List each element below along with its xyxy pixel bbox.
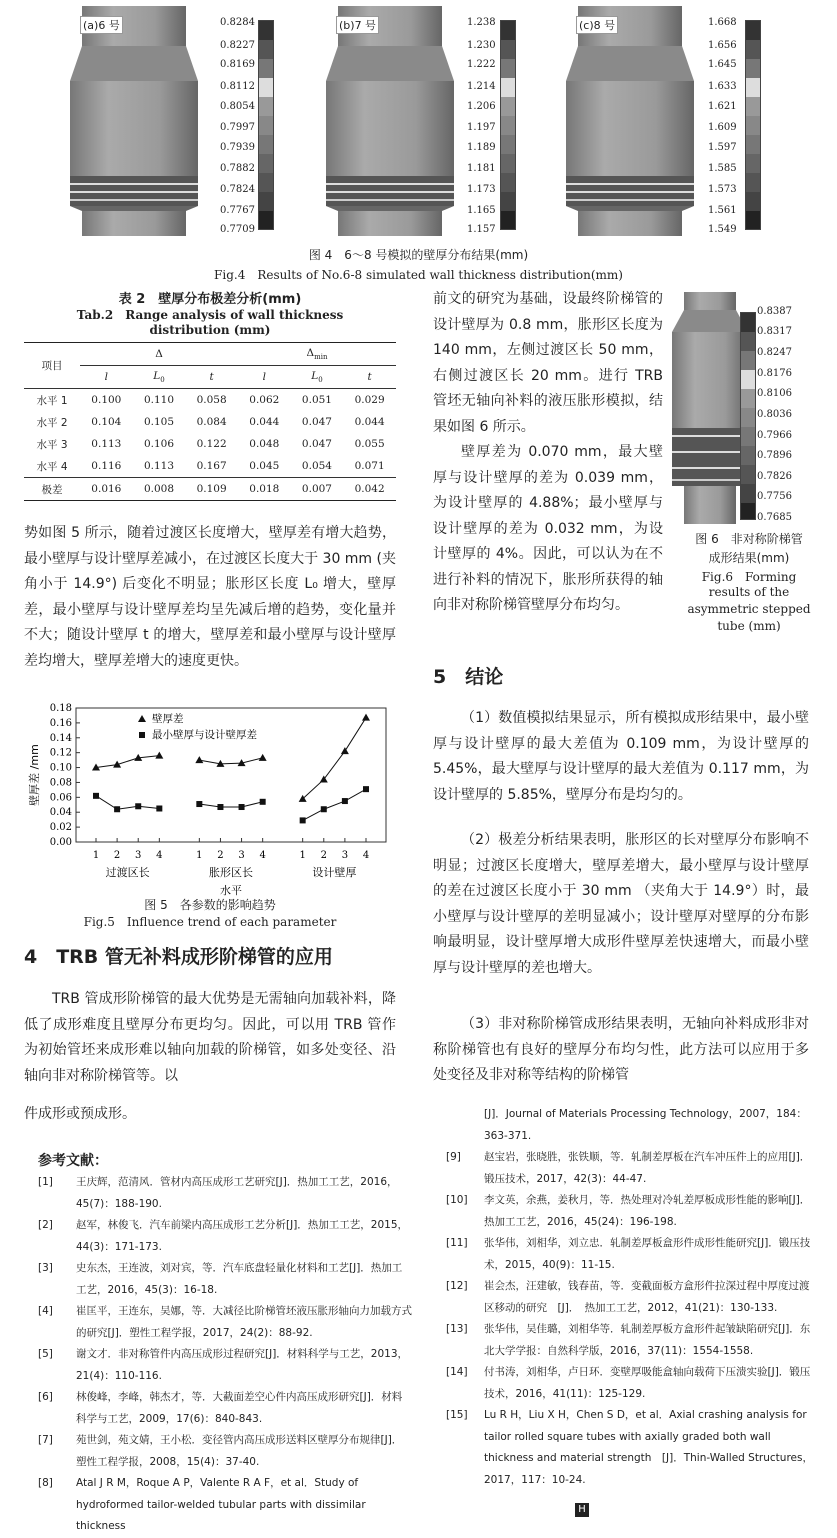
y-tick-label: 0.00: [49, 837, 72, 848]
data-point-triangle: [195, 756, 203, 763]
reference-item: [38, 1172, 412, 1215]
x-tick-label: 4: [156, 850, 163, 861]
reference-item: [446, 1405, 818, 1491]
reference-number: [5]: [38, 1348, 53, 1360]
data-point-triangle: [259, 754, 267, 761]
paragraph-trend: 势如图 5 所示，随着过渡区长度增大，壁厚差有增大趋势，最小壁厚与设计壁厚差减小，在过渡区长度大于 30 mm (夹角小于 14.9°) 后变化不明显；胀形区长度 L₀ 增大，壁厚差，最小壁厚与设计壁厚差均呈先减后增的趋势，变化量并不大；随设计壁厚 t 的增大，壁厚差和最小壁厚与设计壁厚差均增大，壁厚差增大的速度更快。: [24, 525, 396, 669]
section-5-title: 5 结论: [433, 666, 504, 688]
reference-item: [38, 1430, 412, 1473]
reference-number: [12]: [446, 1280, 468, 1292]
x-tick-label: 4: [362, 850, 370, 861]
tube-contour-image: [70, 6, 198, 236]
x-group-label: 胀形区长: [209, 866, 253, 879]
row-label: 极差: [24, 478, 80, 501]
references-right: [446, 1104, 818, 1491]
reference-item: [446, 1319, 818, 1362]
table-title-en: Tab.2 Range analysis of wall thickness: [76, 308, 344, 322]
legend-marker: [138, 715, 146, 722]
table-cell: 0.016: [80, 478, 133, 501]
x-tick-label: 2: [217, 850, 224, 861]
tube-contour-image: [326, 6, 454, 236]
conclusion-1: （1）数值模拟结果显示，所有模拟成形结果中，最小壁厚与设计壁厚的最大差值为 0.109 mm，为设计壁厚的 5.45%，最大壁厚与设计壁厚的最大差值为 0.117 mm，为设计壁厚的 5.85%，壁厚分布是均匀的。: [433, 710, 809, 803]
data-point-square: [217, 804, 223, 810]
reference-text: 林俊峰，李峰，韩杰才，等．大截面差空心件内高压成形研究[J]．材料科学与工艺，2009，17(6)：840-843.: [76, 1391, 403, 1425]
reference-item: [446, 1233, 818, 1276]
reference-item: [446, 1190, 818, 1233]
data-point-triangle: [341, 747, 349, 754]
reference-item: [38, 1473, 412, 1538]
influence-trend-chart: [24, 700, 396, 900]
fig6-caption-en-1: Fig.6 Forming: [701, 570, 797, 584]
reference-text: 苑世剑，苑文婧，王小松．变径管内高压成形送料区壁厚分布规律[J]．塑性工程学报，2008，15(4)：37-40.: [76, 1434, 403, 1468]
row-label: 水平 2: [36, 416, 68, 429]
legend-label: 最小壁厚与设计壁厚差: [152, 729, 257, 741]
reference-number: [13]: [446, 1323, 468, 1335]
data-point-square: [363, 786, 369, 792]
reference-text: Atal J R M，Roque A P，Valente R A F，et al．Study of hydroformed tailor-welded tubular parts with dissimilar thickness: [76, 1477, 366, 1532]
tube-contour-image: [566, 6, 694, 236]
table-cell: 0.018: [238, 478, 291, 501]
reference-text: 赵军，林俊飞．汽车前梁内高压成形工艺分析[J]．热加工工艺，2015，44(3)：171-173.: [76, 1219, 409, 1253]
reference-number: [15]: [446, 1409, 468, 1421]
end-mark-icon: H: [575, 1503, 589, 1517]
data-point-square: [156, 806, 162, 812]
paragraph-design: 前文的研究为基础，设最终阶梯管的设计壁厚为 0.8 mm，胀形区长度为 140 mm，左侧过渡区长 50 mm，右侧过渡区长 20 mm。进行 TRB 管坯无轴向补料的液压胀形模拟，结果如图 6 所示。: [433, 291, 663, 435]
conclusion-3: （3）非对称阶梯管成形结果表明，无轴向补料成形非对称阶梯管也有良好的壁厚分布均匀性，此方法可以应用于多处变径及非对称等结构的阶梯管: [433, 1016, 809, 1083]
fig5-caption-cn: 图 5 各参数的影响趋势: [144, 898, 276, 912]
col-group-delta-min: $\Delta_{min}$: [238, 343, 396, 366]
table-row: [24, 389, 396, 412]
sub-col: $L_0$: [291, 366, 344, 389]
table-cell: 0.058: [196, 394, 227, 406]
table-cell: 0.051: [301, 394, 332, 406]
y-axis-label: 壁厚差 /mm: [28, 744, 41, 806]
reference-text: Lu R H，Liu X H，Chen S D，et al．Axial crashing analysis for tailor rolled square tubes with axially graded both wall thickness and material strength [J]．Thin-Walled Structures，2017，117：10-24.: [484, 1409, 813, 1486]
reference-number: [11]: [446, 1237, 468, 1249]
legend-label: 壁厚差: [152, 713, 184, 725]
range-analysis-table: [24, 342, 396, 501]
data-point-square: [93, 793, 99, 799]
reference-item: [38, 1387, 412, 1430]
reference-item: [38, 1258, 412, 1301]
sub-col: t: [185, 366, 238, 389]
y-tick-label: 0.06: [49, 792, 72, 804]
sim-result-b: [326, 6, 454, 236]
legend-marker: [139, 732, 145, 738]
reference-number: [7]: [38, 1434, 53, 1446]
x-tick-label: 4: [259, 850, 266, 861]
col-group-delta: Δ: [80, 343, 238, 366]
y-tick-label: 0.08: [49, 777, 72, 789]
sub-col: t: [343, 366, 396, 389]
col-item: 项目: [24, 343, 80, 389]
table-cell: 0.113: [91, 438, 122, 450]
reference-number: [8]: [38, 1477, 53, 1489]
reference-number: [6]: [38, 1391, 53, 1403]
sub-col: l: [238, 366, 291, 389]
x-tick-label: 1: [299, 850, 306, 861]
fig6-caption-en-4: tube (mm): [717, 619, 781, 633]
reference-text: 崔匡平，王连东，吴娜，等．大减径比阶梯管坯液压胀形轴向力加载方式的研究[J]．塑性工程学报，2017，24(2)：88-92.: [76, 1305, 412, 1339]
conclusion-2: （2）极差分析结果表明，胀形区的长对壁厚分布影响不明显；过渡区长度增大，壁厚差增大，最小壁厚与设计壁厚的差在过渡区长度小于 30 mm （夹角大于 14.9°）时，最小壁厚与设计壁厚的差明显减小；设计壁厚对壁厚的分布影响最明显，设计壁厚增大成形件壁厚差快速增大，而最小壁厚与设计壁厚的差也增大。: [433, 832, 809, 976]
table-cell: 0.007: [291, 478, 344, 501]
fig5-caption-en: Fig.5 Influence trend of each parameter: [83, 915, 337, 929]
table-row: [24, 478, 396, 501]
asymmetric-tube-image: [672, 292, 748, 524]
reference-text: 王庆辉，范清风．管材内高压成形工艺研究[J]．热加工工艺，2016，45(7)：188-190.: [76, 1176, 398, 1210]
section-4-continuation: 件成形或预成形。: [24, 1106, 136, 1122]
colorbar-fig6: [740, 312, 756, 520]
reference-item: [446, 1147, 818, 1190]
data-point-square: [321, 806, 327, 812]
data-point-square: [114, 806, 120, 812]
data-point-triangle: [362, 714, 370, 721]
data-point-square: [135, 803, 141, 809]
paragraph-result: 壁厚差为 0.070 mm，最大壁厚与设计壁厚的差为 0.039 mm，为设计壁厚的 4.88%；最小壁厚与设计壁厚的差为 0.032 mm，为设计壁厚的 4%。因此，可以认为在不进行补料的情况下，胀形所获得的轴向非对称阶梯管壁厚分布均匀。: [433, 444, 663, 613]
series-line: [303, 718, 366, 799]
reference-text: 崔会杰，汪建敏，钱春苗，等．变截面板方盒形件拉深过程中厚度过渡区移动的研究 [J]． 热加工工艺，2012，41(21)：130-133.: [484, 1280, 810, 1314]
colorbar-a: [258, 20, 274, 230]
x-tick-label: 2: [113, 850, 121, 861]
y-tick-label: 0.10: [49, 762, 72, 774]
reference-item: [38, 1215, 412, 1258]
fig6-caption-cn-1: 图 6 非对称阶梯管: [695, 532, 803, 546]
x-tick-label: 1: [92, 850, 100, 861]
panel-label: (b)7 号: [336, 16, 379, 34]
fig6-caption-cn-2: 成形结果(mm): [708, 551, 790, 565]
fig6-caption-en-3: asymmetric stepped: [687, 602, 811, 616]
sub-col: $L_0$: [133, 366, 186, 389]
series-line: [96, 796, 159, 809]
colorbar-c: [745, 20, 761, 230]
reference-item: [446, 1362, 818, 1405]
references-left: [38, 1172, 412, 1538]
table-cell: 0.113: [143, 460, 175, 472]
table-cell: 0.104: [91, 416, 122, 428]
references-title: 参考文献：: [38, 1153, 108, 1169]
fig4-caption-en: Fig.4 Results of No.6-8 simulated wall thickness distribution(mm): [214, 268, 623, 282]
reference-number: [3]: [38, 1262, 53, 1274]
y-tick-label: 0.14: [49, 732, 72, 744]
sim-result-a: [70, 6, 198, 236]
reference-number: [1]: [38, 1176, 53, 1188]
reference-number: [9]: [446, 1151, 461, 1163]
table-cell: 0.048: [249, 438, 280, 450]
row-label: 水平 3: [36, 438, 68, 451]
table-cell: 0.071: [354, 460, 385, 472]
x-group-label: 设计壁厚: [312, 866, 357, 879]
table-cell: 0.047: [301, 416, 332, 428]
table-row: [24, 433, 396, 455]
series-line: [199, 758, 262, 764]
row-label: 水平 1: [36, 394, 68, 407]
reference-text: 张华伟，刘相华，刘立忠．轧制差厚板盒形件成形性能研究[J]．锻压技术，2015，40(9)：11-15.: [484, 1237, 811, 1271]
row-label: 水平 4: [36, 460, 68, 473]
x-axis-label: 水平: [220, 884, 242, 897]
reference-number: [14]: [446, 1366, 468, 1378]
section-4-title: 4 TRB 管无补料成形阶梯管的应用: [24, 946, 333, 968]
reference-text: 赵宝岩，张晓胜，张铁顺，等．轧制差厚板在汽车冲压件上的应用[J]．锻压技术，2017，42(3)：44-47.: [484, 1151, 811, 1185]
series-line: [199, 802, 262, 807]
x-tick-label: 3: [341, 850, 349, 861]
reference-text: 李文英，余燕，姜秋月，等．热处理对冷轧差厚板成形性能的影响[J]．热加工工艺，2016，45(24)：196-198.: [484, 1194, 811, 1228]
sim-result-c: [566, 6, 694, 236]
reference-number: [10]: [446, 1194, 468, 1206]
table-cell: 0.044: [354, 416, 385, 428]
table-cell: 0.084: [196, 416, 227, 428]
reference-text: [J]．Journal of Materials Processing Technology，2007，184：363-371.: [484, 1108, 807, 1142]
series-line: [303, 789, 366, 820]
reference-text: 付书涛，刘相华，卢日环．变壁厚吸能盒轴向载荷下压溃实验[J]．锻压技术，2016，41(11)：125-129.: [484, 1366, 811, 1400]
table-cell: 0.167: [196, 460, 227, 472]
table-cell: 0.042: [343, 478, 396, 501]
reference-text: 张华伟，吴佳璐，刘相华等．轧制差厚板方盒形件起皱缺陷研究[J]．东北大学学报：自然科学版，2016，37(11)：1554-1558.: [484, 1323, 811, 1357]
reference-number: [2]: [38, 1219, 53, 1231]
table-title-en-2: distribution (mm): [149, 323, 271, 337]
table-cell: 0.047: [301, 438, 332, 450]
y-tick-label: 0.12: [49, 747, 72, 759]
table-cell: 0.106: [143, 438, 175, 450]
table-cell: 0.055: [354, 438, 385, 450]
fig4-caption-cn: 图 4 6～8 号模拟的壁厚分布结果(mm): [308, 248, 529, 262]
x-group-label: 过渡区长: [105, 866, 150, 879]
table-cell: 0.045: [249, 460, 280, 472]
y-tick-label: 0.16: [49, 717, 72, 729]
data-point-square: [239, 804, 245, 810]
panel-label: (c)8 号: [576, 16, 618, 34]
y-tick-label: 0.04: [49, 807, 72, 819]
y-tick-label: 0.02: [49, 822, 72, 834]
data-point-square: [196, 801, 202, 807]
table-cell: 0.008: [133, 478, 186, 501]
reference-item: [38, 1301, 412, 1344]
reference-item: [446, 1276, 818, 1319]
x-tick-label: 2: [320, 850, 327, 861]
colorbar-b: [500, 20, 516, 230]
table-cell: 0.044: [249, 416, 280, 428]
reference-item: [38, 1344, 412, 1387]
panel-label: (a)6 号: [80, 16, 123, 34]
table-cell: 0.109: [185, 478, 238, 501]
reference-item: [446, 1104, 818, 1147]
table-title-cn: 表 2 壁厚分布极差分析(mm): [118, 292, 302, 307]
series-line: [96, 756, 159, 768]
x-tick-label: 3: [238, 850, 245, 861]
table-cell: 0.116: [91, 460, 122, 472]
table-cell: 0.122: [196, 438, 227, 450]
table-cell: 0.105: [143, 416, 175, 428]
table-row: [24, 455, 396, 478]
table-cell: 0.029: [354, 394, 385, 406]
table-cell: 0.110: [143, 394, 175, 406]
sub-col: l: [80, 366, 133, 389]
data-point-square: [342, 798, 348, 804]
data-point-triangle: [155, 752, 163, 759]
fig6-caption-en-2: results of the: [708, 585, 790, 599]
table-row: [24, 411, 396, 433]
data-point-square: [300, 817, 306, 823]
data-point-square: [260, 799, 266, 805]
table-cell: 0.062: [249, 394, 280, 406]
section-4-paragraph: TRB 管成形阶梯管的最大优势是无需轴向加载补料，降低了成形难度且壁厚分布更均匀。因此，可以用 TRB 管作为初始管坯来成形难以轴向加载的阶梯管，如多处变径、沿轴向非对称阶梯管等。以: [24, 991, 396, 1084]
reference-number: [4]: [38, 1305, 53, 1317]
x-tick-label: 3: [135, 850, 142, 861]
x-tick-label: 1: [196, 850, 203, 861]
reference-text: 史东杰，王连波，刘对宾，等．汽车底盘轻量化材料和工艺[J]．热加工工艺，2016，45(3)：16-18.: [76, 1262, 403, 1296]
table-cell: 0.054: [301, 460, 332, 472]
table-cell: 0.100: [91, 394, 122, 406]
y-tick-label: 0.18: [49, 703, 72, 714]
reference-text: 谢文才．非对称管件内高压成形过程研究[J]．材料科学与工艺，2013，21(4)：110-116.: [76, 1348, 409, 1382]
